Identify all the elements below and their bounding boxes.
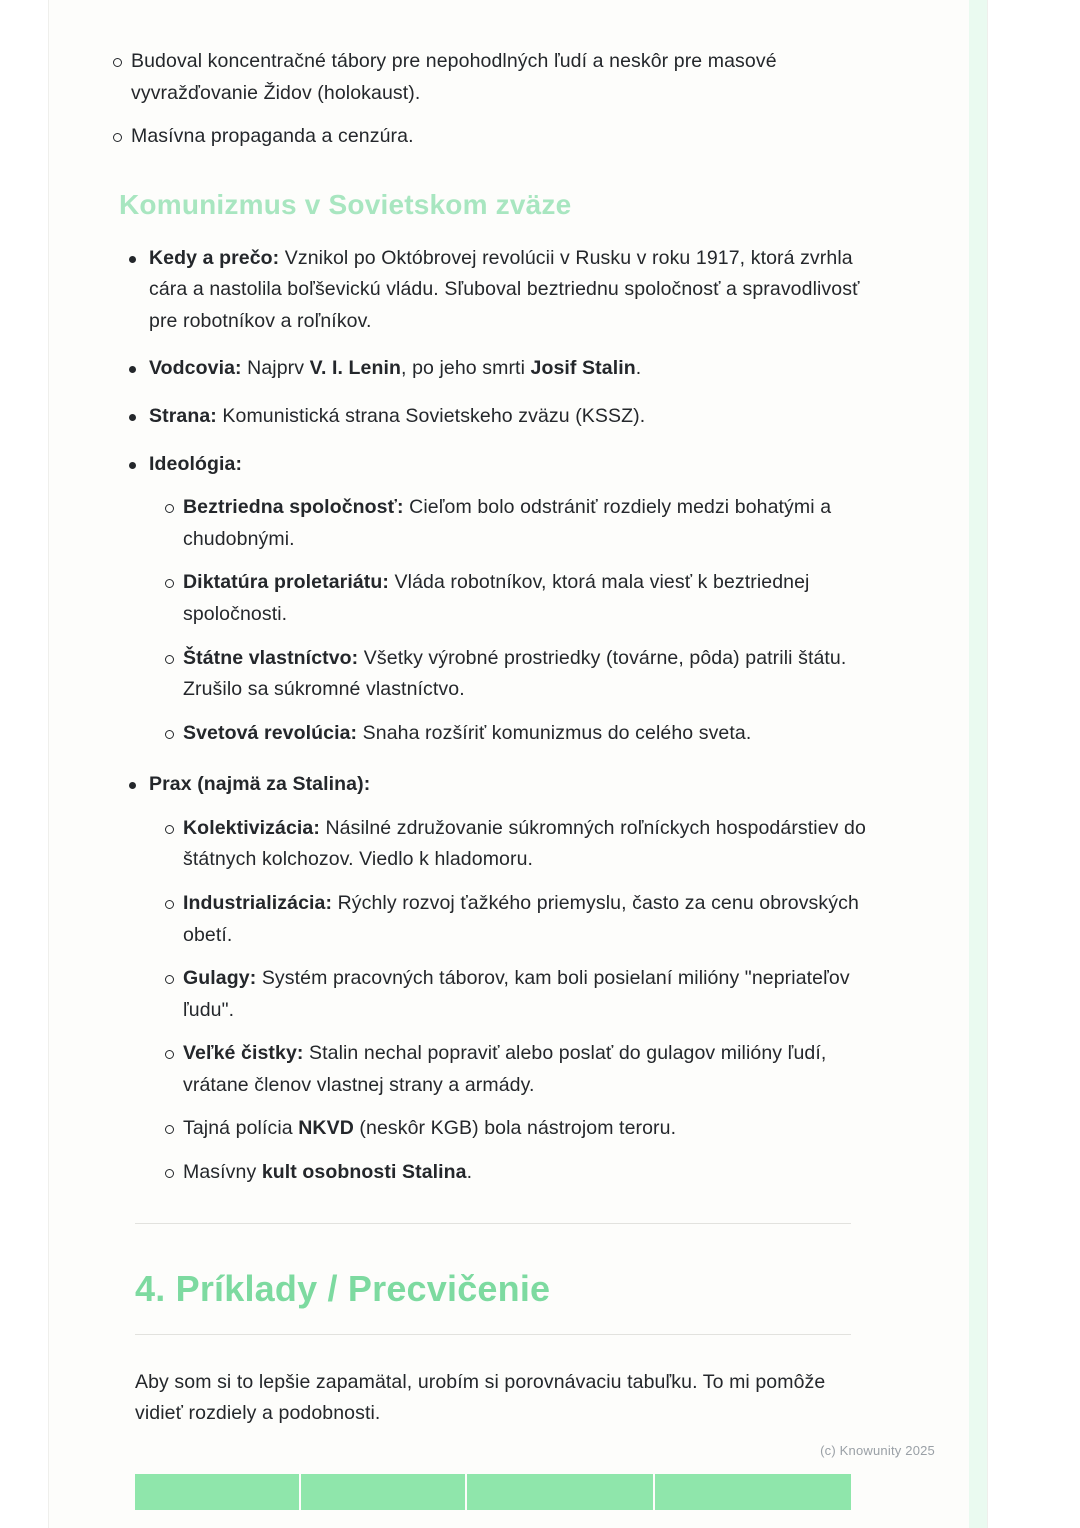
list-item-text: Vznikol po Októbrovej revolúcii v Rusku v roku 1917, ktorá zvrhla cára a nastolila boľševickú vládu. Sľuboval beztriednu spoločnosť a spravodlivosť pre robotníkov a roľníkov. [149,246,860,332]
ideology-sublist [149,492,893,749]
list-item-label: Svetová revolúcia: [183,721,358,744]
list-item-text: Systém pracovných táborov, kam boli posielaní milióny "nepriateľov ľudu". [183,967,850,1021]
list-item-label: Industrializácia: [183,891,333,914]
document-page [48,0,988,1528]
list-item [93,401,893,433]
inline-emphasis-cult: kult osobnosti Stalina [261,1161,467,1184]
list-item-label: Beztriedna spoločnosť: [183,496,404,519]
list-item-text: Rýchly rozvoj ťažkého priemyslu, často za cenu obrovských obetí. [183,891,859,946]
list-item-text: Snaha rozšíriť komunizmus do celého sveta. [357,721,752,744]
list-item-text: Cieľom bolo odstrániť rozdiely medzi bohatými a chudobnými. [183,496,832,550]
list-item-label: Diktatúra proletariátu: [183,571,390,594]
list-item-text: Tajná polícia [183,1117,299,1140]
praxis-sublist-wrap [149,813,893,1189]
communism-list [93,243,893,1189]
copyright-watermark: (c) Knowunity 2025 [820,1443,935,1458]
table-header-cell-2 [301,1474,465,1510]
list-item [93,769,893,1188]
list-item [149,888,893,951]
list-item-label: Kedy a prečo: [149,246,280,269]
comparison-table-header [135,1474,851,1510]
list-item-text: Stalin nechal popraviť alebo poslať do gulagov milióny ľudí, vrátane členov vlastnej strany a armády. [183,1042,827,1096]
list-item-text: . [635,357,642,380]
list-item [149,1038,893,1101]
inline-emphasis-lenin: V. I. Lenin [309,357,402,380]
list-item-text: Vláda robotníkov, ktorá mala viesť k beztriednej spoločnosti. [183,571,810,625]
list-item-label: Vodcovia: [149,357,242,380]
inline-emphasis-stalin: Josif Stalin [530,357,636,380]
list-item-text: Komunistická strana Sovietskeho zväzu (KSSZ). [216,405,646,428]
table-header-cell-3 [467,1474,654,1510]
top-bullet-list [93,46,893,153]
list-item [93,353,893,385]
list-item [149,963,893,1026]
list-item-label: Štátne vlastníctvo: [183,646,359,669]
list-item [149,1113,893,1145]
section-heading-communism: Komunizmus v Sovietskom zväze [119,188,572,220]
list-item [93,46,893,109]
list-item-label: Kolektivizácia: [183,816,320,839]
list-item [149,718,893,750]
chapter-underline [135,1334,851,1335]
list-item-label: Prax (najmä za Stalina): [149,773,371,796]
list-item-text: Masívna propaganda a cenzúra. [131,125,414,148]
table-header-cell-1 [135,1474,299,1510]
chapter-title: 4. Príklady / Precvičenie [135,1267,551,1309]
list-item-text: Budoval koncentračné tábory pre nepohodlných ľudí a neskôr pre masové vyvražďovanie Židov (holokaust). [131,50,777,104]
page-edge-decoration [969,0,987,1528]
chapter-paragraph: Aby som si to lepšie zapamätal, urobím si porovnávaciu tabuľku. To mi pomôže vidieť rozdiely a podobnosti. [135,1370,826,1425]
list-item-label: Veľké čistky: [183,1042,304,1065]
list-item-text: . [466,1161,473,1184]
document-content [93,0,893,1510]
list-item [93,243,893,338]
list-item-label: Gulagy: [183,967,257,990]
inline-emphasis-nkvd: NKVD [298,1117,354,1140]
list-item-text: Všetky výrobné prostriedky (továrne, pôda) patrili štátu. Zrušilo sa súkromné vlastníctvo. [183,646,847,701]
list-item [149,567,893,630]
list-item [149,492,893,555]
list-item [149,813,893,876]
list-item-text: Najprv [241,357,310,380]
list-item-label: Strana: [149,405,217,428]
list-item-text: Masívny [183,1161,262,1184]
list-item-text: , po jeho smrti [401,357,531,380]
list-item [93,449,893,750]
list-item-text: Násilné združovanie súkromných roľníckych hospodárstiev do štátnych kolchozov. Viedlo k hladomoru. [183,816,866,871]
list-item [149,1157,893,1189]
list-item [149,643,893,706]
list-item-label: Ideológia: [149,452,243,475]
table-header-cell-4 [655,1474,851,1510]
list-item-text: (neskôr KGB) bola nástrojom teroru. [353,1117,677,1140]
praxis-sublist [149,813,893,1189]
list-item [93,121,893,153]
ideology-sublist-wrap [149,492,893,749]
